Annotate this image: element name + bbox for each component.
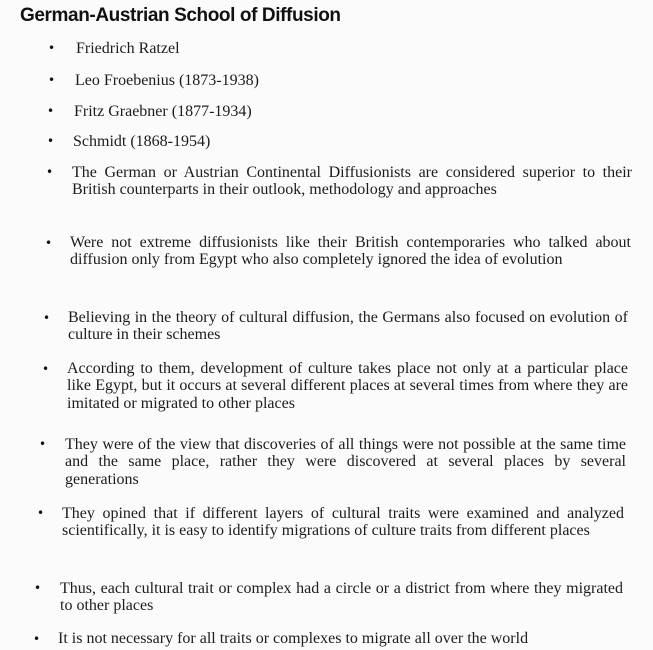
list-item: The German or Austrian Continental Diffusionists are considered superior to their British counterparts in their outlook, methodology and approaches — [72, 164, 632, 199]
list-item: They were of the view that discoveries of all things were not possible at the same time and the same place, rather they were discovered at several places by several generations — [65, 436, 626, 488]
list-item: Thus, each cultural trait or complex had a circle or a district from where they migrated to other places — [60, 580, 623, 615]
bullet-icon: • — [42, 362, 50, 376]
bullet-icon: • — [34, 581, 42, 595]
bullet-icon: • — [46, 165, 54, 179]
bullet-icon: • — [48, 73, 56, 87]
page-title: German-Austrian School of Diffusion — [20, 5, 341, 26]
bullet-icon: • — [33, 632, 41, 646]
list-item: Schmidt (1868-1954) — [73, 133, 211, 150]
bullet-icon: • — [37, 506, 45, 520]
list-item: It is not necessary for all traits or complexes to migrate all over the world — [58, 630, 529, 647]
list-item: Were not extreme diffusionists like their British contemporaries who talked about diffusion only from Egypt who also completely ignored the idea of evolution — [70, 234, 631, 269]
list-item: Believing in the theory of cultural diffusion, the Germans also focused on evolution of culture in their schemes — [68, 309, 628, 344]
list-item: They opined that if different layers of cultural traits were examined and analyzed scientifically, it is easy to identify migrations of culture traits from different places — [62, 505, 624, 540]
list-item: Fritz Graebner (1877-1934) — [74, 103, 252, 120]
list-item: According to them, development of culture takes place not only at a particular place like Egypt, but it occurs at several different places at several times from where they are imitated or migrated to other places — [67, 360, 628, 412]
bullet-icon: • — [47, 104, 55, 118]
list-item: Friedrich Ratzel — [76, 40, 180, 57]
list-item: Leo Froebenius (1873-1938) — [75, 72, 259, 89]
bullet-icon: • — [39, 437, 47, 451]
bullet-icon: • — [45, 236, 53, 250]
bullet-icon: • — [48, 41, 56, 55]
bullet-icon: • — [47, 134, 55, 148]
bullet-icon: • — [43, 311, 51, 325]
